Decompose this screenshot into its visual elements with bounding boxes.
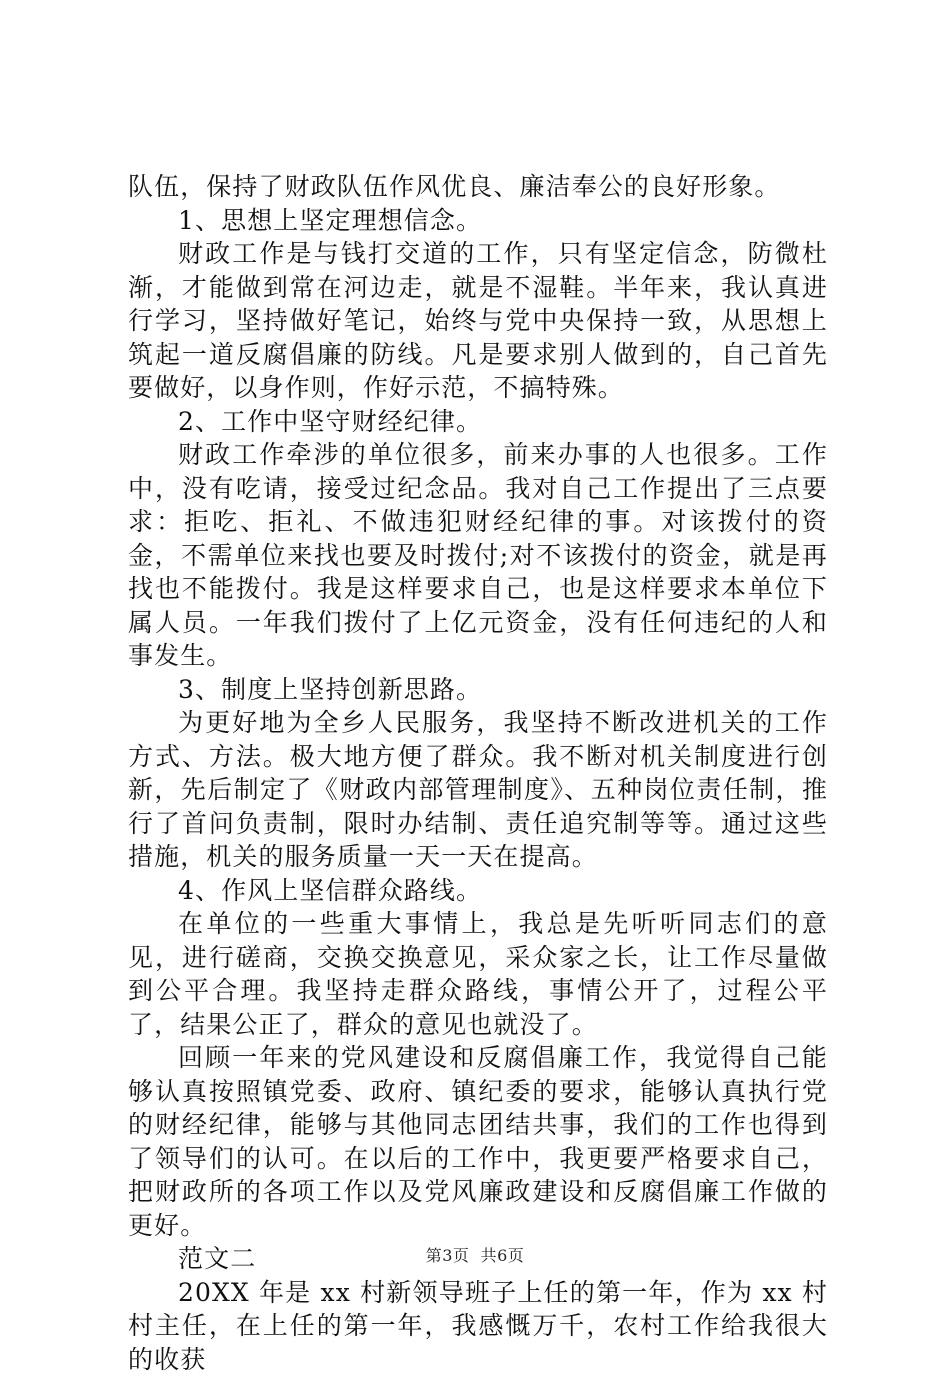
document-body bbox=[128, 170, 828, 1376]
paragraph: 为更好地为全乡人民服务，我坚持不断改进机关的工作方式、方法。极大地方便了群众。我不断对机关制度进行创新，先后制定了《财政内部管理制度》、五种岗位责任制，推行了首问负责制，限时办结制、责任追究制等等。通过这些措施，机关的服务质量一天一天在提高。 bbox=[128, 706, 828, 874]
paragraph: 回顾一年来的党风建设和反腐倡廉工作，我觉得自己能够认真按照镇党委、政府、镇纪委的要求，能够认真执行党的财经纪律，能够与其他同志团结共事，我们的工作也得到了领导们的认可。在以后的工作中，我更要严格要求自己，把财政所的各项工作以及党风廉政建设和反腐倡廉工作做的更好。 bbox=[128, 1041, 828, 1242]
section-heading-2: 2、工作中坚守财经纪律。 bbox=[128, 405, 828, 439]
section-heading-1: 1、思想上坚定理想信念。 bbox=[128, 204, 828, 238]
section-heading-4: 4、作风上坚信群众路线。 bbox=[128, 874, 828, 908]
section-heading-3: 3、制度上坚持创新思路。 bbox=[128, 673, 828, 707]
page-footer bbox=[0, 1243, 950, 1266]
page-number: 第3页 共6页 bbox=[426, 1246, 525, 1265]
paragraph-continuation: 队伍，保持了财政队伍作风优良、廉洁奉公的良好形象。 bbox=[128, 170, 828, 204]
paragraph: 财政工作牵涉的单位很多，前来办事的人也很多。工作中，没有吃请，接受过纪念品。我对自己工作提出了三点要求：拒吃、拒礼、不做违犯财经纪律的事。对该拨付的资金，不需单位来找也要及时拨付;对不该拨付的资金，就是再找也不能拨付。我是这样要求自己，也是这样要求本单位下属人员。一年我们拨付了上亿元资金，没有任何违纪的人和事发生。 bbox=[128, 438, 828, 673]
paragraph: 20XX 年是 xx 村新领导班子上任的第一年，作为 xx 村村主任，在上任的第一年，我感慨万千，农村工作给我很大的收获 bbox=[128, 1276, 828, 1376]
paragraph: 在单位的一些重大事情上，我总是先听听同志们的意见，进行磋商，交换交换意见，采众家之长，让工作尽量做到公平合理。我坚持走群众路线，事情公开了，过程公平了，结果公正了，群众的意见也就没了。 bbox=[128, 907, 828, 1041]
sample-title: 范文二 bbox=[128, 1242, 828, 1276]
paragraph: 财政工作是与钱打交道的工作，只有坚定信念，防微杜渐，才能做到常在河边走，就是不湿鞋。半年来，我认真进行学习，坚持做好笔记，始终与党中央保持一致，从思想上筑起一道反腐倡廉的防线。凡是要求别人做到的，自己首先要做好，以身作则，作好示范，不搞特殊。 bbox=[128, 237, 828, 405]
